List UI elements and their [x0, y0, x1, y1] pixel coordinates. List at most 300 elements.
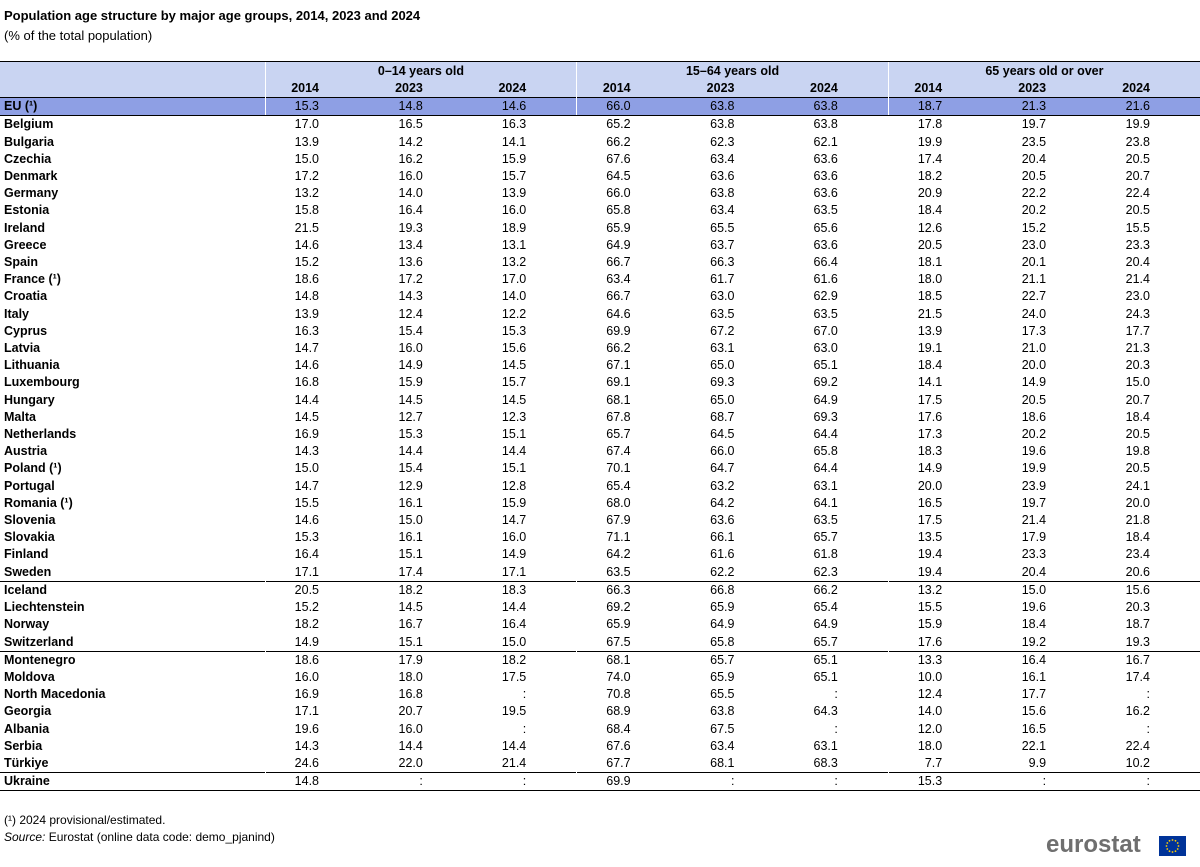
value-cell: 20.5: [1125, 427, 1150, 442]
row-label: Germany: [4, 186, 59, 201]
value-cell: 10.2: [1125, 755, 1150, 770]
value-cell: 16.2: [398, 151, 423, 166]
population-table: [0, 61, 1200, 791]
table-row: [0, 116, 1200, 134]
value-cell: 18.7: [1125, 617, 1150, 632]
value-cell: 17.0: [501, 272, 527, 287]
flag-star: [1166, 848, 1168, 850]
value-cell: 23.8: [1125, 134, 1150, 149]
row-label: France (¹): [4, 272, 61, 287]
value-cell: 69.3: [710, 375, 735, 390]
value-cell: 21.5: [888, 306, 992, 323]
value-cell: 65.4: [577, 478, 681, 495]
value-cell: 66.0: [577, 185, 681, 202]
value-cell: 16.4: [501, 617, 527, 632]
value-cell: 20.4: [1021, 564, 1047, 579]
table-row: [0, 581, 1200, 599]
value-cell: 21.4: [1021, 513, 1047, 528]
value-cell: 61.6: [710, 547, 735, 562]
value-cell: 64.1: [813, 495, 838, 510]
value-cell: 68.4: [577, 721, 681, 738]
value-cell: 15.2: [265, 599, 369, 616]
value-cell: 15.0: [265, 151, 369, 168]
value-cell: 16.0: [265, 669, 369, 686]
row-label: North Macedonia: [4, 687, 106, 702]
header-year: 2014: [265, 80, 369, 98]
value-cell: 17.4: [398, 564, 423, 579]
value-cell: 64.9: [577, 237, 681, 254]
value-cell: 68.3: [813, 755, 838, 770]
value-cell: 19.9: [1125, 117, 1150, 132]
header-year: 2014: [577, 80, 681, 98]
row-label: Romania (¹): [4, 495, 73, 510]
value-cell: 15.9: [501, 151, 527, 166]
value-cell: 64.5: [577, 168, 681, 185]
table-row: [0, 254, 1200, 271]
value-cell: 20.7: [398, 704, 423, 719]
value-cell: 63.6: [813, 151, 838, 166]
row-label: Liechtenstein: [4, 600, 85, 615]
value-cell: 18.4: [888, 357, 992, 374]
footnote: (¹) 2024 provisional/estimated.: [4, 813, 166, 827]
value-cell: 14.4: [398, 738, 423, 753]
value-cell: 17.3: [1021, 323, 1047, 338]
value-cell: 63.5: [577, 564, 681, 582]
value-cell: 18.6: [265, 651, 369, 669]
value-cell: 13.2: [888, 581, 992, 599]
value-cell: 65.9: [577, 616, 681, 633]
table-row: [0, 546, 1200, 563]
value-cell: 63.5: [710, 306, 735, 321]
value-cell: 65.8: [813, 444, 838, 459]
table-row: [0, 686, 1200, 703]
value-cell: 19.7: [1021, 117, 1047, 132]
value-cell: 14.7: [265, 340, 369, 357]
value-cell: 18.2: [473, 651, 577, 669]
flag-star: [1175, 850, 1177, 852]
header-year: 2024: [473, 80, 577, 98]
value-cell: 19.1: [888, 340, 992, 357]
value-cell: 12.9: [398, 478, 423, 493]
value-cell: 14.7: [501, 513, 527, 528]
value-cell: 14.3: [398, 289, 423, 304]
value-cell: :: [784, 773, 888, 791]
value-cell: 65.9: [710, 600, 735, 615]
value-cell: 69.3: [813, 409, 838, 424]
flag-star: [1172, 839, 1174, 841]
value-cell: 62.3: [710, 134, 735, 149]
row-label: Finland: [4, 547, 49, 562]
header-year-row: [0, 80, 1200, 98]
value-cell: 14.1: [501, 134, 527, 149]
value-cell: 21.8: [1125, 513, 1150, 528]
value-cell: 16.3: [265, 323, 369, 340]
value-cell: 15.2: [1021, 220, 1047, 235]
value-cell: 15.0: [501, 634, 527, 649]
table-row: [0, 443, 1200, 460]
value-cell: 65.7: [577, 426, 681, 443]
value-cell: 15.3: [888, 773, 992, 791]
table-row: [0, 478, 1200, 495]
value-cell: 62.1: [813, 134, 838, 149]
value-cell: 64.4: [813, 461, 838, 476]
value-cell: 17.7: [1125, 323, 1150, 338]
value-cell: 63.5: [813, 203, 838, 218]
value-cell: 17.7: [1021, 687, 1047, 702]
value-cell: 62.2: [710, 564, 735, 579]
value-cell: 66.2: [577, 134, 681, 151]
value-cell: 17.6: [888, 409, 992, 426]
value-cell: 64.5: [710, 427, 735, 442]
value-cell: 23.0: [1125, 289, 1150, 304]
value-cell: 16.1: [398, 530, 423, 545]
value-cell: 14.5: [265, 409, 369, 426]
value-cell: 14.8: [369, 98, 473, 116]
value-cell: 63.2: [710, 478, 735, 493]
value-cell: 64.9: [813, 392, 838, 407]
flag-star: [1175, 840, 1177, 842]
value-cell: 13.5: [888, 529, 992, 546]
value-cell: 10.0: [888, 669, 992, 686]
value-cell: 63.6: [813, 186, 838, 201]
table-row: [0, 357, 1200, 374]
value-cell: 15.3: [265, 98, 369, 116]
row-label: Netherlands: [4, 427, 77, 442]
value-cell: 14.0: [888, 703, 992, 720]
table-row: [0, 237, 1200, 254]
value-cell: 19.4: [888, 546, 992, 563]
value-cell: 16.7: [398, 617, 423, 632]
flag-star: [1166, 842, 1168, 844]
value-cell: 65.0: [710, 358, 735, 373]
value-cell: 18.4: [1125, 530, 1150, 545]
value-cell: 9.9: [1028, 755, 1047, 770]
value-cell: 18.1: [888, 254, 992, 271]
value-cell: 65.8: [710, 634, 735, 649]
flag-star: [1177, 848, 1179, 850]
flag-star: [1169, 850, 1171, 852]
value-cell: 17.6: [888, 634, 992, 652]
value-cell: 14.0: [501, 289, 527, 304]
row-label: Serbia: [4, 738, 43, 753]
value-cell: 12.6: [888, 220, 992, 237]
value-cell: 14.4: [501, 600, 527, 615]
value-cell: 15.3: [501, 323, 527, 338]
table-row: [0, 306, 1200, 323]
value-cell: 15.9: [888, 616, 992, 633]
value-cell: 17.2: [265, 168, 369, 185]
table-row: [0, 512, 1200, 529]
value-cell: 15.9: [398, 375, 423, 390]
value-cell: 16.0: [398, 721, 423, 736]
table-row: [0, 134, 1200, 151]
table-row: [0, 288, 1200, 305]
header-corner: [0, 62, 265, 81]
header-corner: [0, 80, 265, 98]
table-row: [0, 616, 1200, 633]
value-cell: 61.8: [813, 547, 838, 562]
value-cell: 63.1: [813, 738, 838, 753]
value-cell: 63.6: [813, 169, 838, 184]
value-cell: 24.1: [1125, 478, 1150, 493]
value-cell: 16.0: [398, 169, 423, 184]
value-cell: 14.4: [398, 444, 423, 459]
table-row: [0, 409, 1200, 426]
value-cell: 7.7: [888, 755, 992, 773]
value-cell: 67.5: [577, 634, 681, 652]
value-cell: 17.8: [888, 116, 992, 134]
row-label: Türkiye: [4, 755, 49, 770]
value-cell: 67.2: [710, 323, 735, 338]
value-cell: 17.9: [369, 651, 473, 669]
value-cell: 16.0: [501, 203, 527, 218]
row-label: Switzerland: [4, 634, 74, 649]
value-cell: 62.3: [813, 564, 838, 579]
table-row: [0, 323, 1200, 340]
value-cell: 23.4: [1125, 547, 1150, 562]
value-cell: 64.3: [813, 704, 838, 719]
value-cell: 63.6: [813, 237, 838, 252]
table-row: [0, 392, 1200, 409]
value-cell: :: [681, 773, 785, 791]
value-cell: 64.7: [710, 461, 735, 476]
value-cell: 22.0: [398, 755, 423, 770]
value-cell: 14.4: [265, 392, 369, 409]
value-cell: 20.7: [1125, 392, 1150, 407]
value-cell: 12.2: [501, 306, 527, 321]
value-cell: 63.8: [681, 98, 785, 116]
value-cell: 15.0: [398, 513, 423, 528]
value-cell: 14.5: [398, 392, 423, 407]
value-cell: :: [522, 721, 527, 736]
value-cell: 14.6: [265, 357, 369, 374]
value-cell: 65.1: [813, 669, 838, 684]
value-cell: 19.6: [265, 721, 369, 738]
value-cell: 12.4: [398, 306, 423, 321]
value-cell: 14.0: [398, 186, 423, 201]
value-cell: 67.8: [577, 409, 681, 426]
value-cell: 68.9: [577, 703, 681, 720]
value-cell: 62.9: [813, 289, 838, 304]
value-cell: 15.1: [501, 461, 527, 476]
row-label: Spain: [4, 255, 39, 270]
value-cell: 14.3: [265, 443, 369, 460]
value-cell: 14.8: [265, 773, 369, 791]
value-cell: 17.4: [1125, 669, 1150, 684]
value-cell: 68.7: [710, 409, 735, 424]
table-row: [0, 651, 1200, 669]
value-cell: 18.5: [888, 288, 992, 305]
flag-star: [1178, 845, 1180, 847]
value-cell: 66.2: [784, 581, 888, 599]
value-cell: 23.3: [1021, 547, 1047, 562]
value-cell: 68.1: [710, 755, 735, 770]
value-cell: 15.8: [265, 202, 369, 219]
value-cell: 64.2: [710, 495, 735, 510]
value-cell: 15.2: [265, 254, 369, 271]
value-cell: 63.4: [577, 271, 681, 288]
table-row: [0, 495, 1200, 512]
value-cell: 64.9: [813, 617, 838, 632]
value-cell: 18.2: [265, 616, 369, 633]
row-label: Austria: [4, 444, 48, 459]
value-cell: 14.9: [1021, 375, 1047, 390]
header-group-15-64: 15–64 years old: [577, 62, 889, 81]
value-cell: 68.0: [577, 495, 681, 512]
value-cell: 20.2: [1021, 427, 1047, 442]
value-cell: 20.6: [1125, 564, 1150, 579]
table-body: [0, 98, 1200, 791]
value-cell: 14.1: [888, 374, 992, 391]
value-cell: 14.9: [265, 634, 369, 652]
value-cell: 21.4: [501, 755, 527, 770]
value-cell: 21.1: [1021, 272, 1047, 287]
value-cell: 65.7: [813, 634, 838, 649]
value-cell: 63.4: [710, 738, 735, 753]
value-cell: 18.0: [888, 738, 992, 755]
table-row: [0, 202, 1200, 219]
row-label: Ireland: [4, 220, 45, 235]
table-row: [0, 669, 1200, 686]
value-cell: 20.0: [1021, 358, 1047, 373]
value-cell: 23.9: [1021, 478, 1047, 493]
value-cell: 14.9: [888, 460, 992, 477]
value-cell: 64.6: [577, 306, 681, 323]
value-cell: 14.5: [501, 358, 527, 373]
table-row: [0, 460, 1200, 477]
value-cell: 17.5: [501, 669, 527, 684]
value-cell: 13.1: [501, 237, 527, 252]
value-cell: 65.4: [813, 600, 838, 615]
value-cell: 63.4: [710, 151, 735, 166]
row-label: Montenegro: [0, 651, 265, 669]
value-cell: 20.7: [1125, 169, 1150, 184]
value-cell: 15.5: [888, 599, 992, 616]
row-label: Norway: [4, 617, 50, 632]
row-label: Albania: [4, 721, 50, 736]
flag-star: [1166, 845, 1168, 847]
value-cell: 15.0: [265, 460, 369, 477]
value-cell: 15.9: [501, 495, 527, 510]
value-cell: :: [369, 773, 473, 791]
table-row: [0, 151, 1200, 168]
value-cell: 22.1: [1021, 738, 1047, 753]
value-cell: 18.7: [888, 98, 992, 116]
value-cell: 17.3: [888, 426, 992, 443]
value-cell: 61.7: [710, 272, 735, 287]
value-cell: 18.3: [473, 581, 577, 599]
value-cell: :: [473, 773, 577, 791]
value-cell: 24.0: [1021, 306, 1047, 321]
value-cell: 65.5: [710, 687, 735, 702]
header-group-65-plus: 65 years old or over: [888, 62, 1200, 81]
value-cell: 19.4: [888, 564, 992, 582]
table-row: [0, 738, 1200, 755]
table-row: [0, 168, 1200, 185]
value-cell: 19.9: [888, 134, 992, 151]
value-cell: 63.8: [710, 117, 735, 132]
value-cell: 67.6: [577, 151, 681, 168]
value-cell: 69.9: [577, 323, 681, 340]
value-cell: 65.1: [784, 651, 888, 669]
table-row: [0, 773, 1200, 791]
value-cell: 16.1: [398, 495, 423, 510]
value-cell: 16.5: [888, 495, 992, 512]
value-cell: 15.1: [398, 634, 423, 649]
value-cell: 16.4: [992, 651, 1096, 669]
value-cell: 16.8: [398, 687, 423, 702]
value-cell: 66.0: [710, 444, 735, 459]
value-cell: 23.5: [1021, 134, 1047, 149]
value-cell: 13.9: [501, 186, 527, 201]
flag-star: [1169, 840, 1171, 842]
table-title: Population age structure by major age groups, 2014, 2023 and 2024: [4, 8, 421, 23]
value-cell: 64.2: [577, 546, 681, 563]
value-cell: 18.4: [888, 202, 992, 219]
row-label: Georgia: [4, 704, 52, 719]
value-cell: 68.1: [577, 392, 681, 409]
table-subtitle: (% of the total population): [4, 28, 153, 43]
value-cell: 65.5: [710, 220, 735, 235]
value-cell: 19.6: [1021, 600, 1047, 615]
value-cell: 20.0: [1125, 495, 1150, 510]
value-cell: 15.6: [1021, 704, 1047, 719]
source-note: [4, 830, 275, 844]
value-cell: 15.6: [1096, 581, 1200, 599]
row-label: Estonia: [4, 203, 50, 218]
value-cell: 14.7: [265, 478, 369, 495]
value-cell: 63.1: [710, 341, 735, 356]
flag-star: [1177, 842, 1179, 844]
table-row: [0, 220, 1200, 237]
value-cell: 17.5: [888, 512, 992, 529]
value-cell: 63.4: [710, 203, 735, 218]
value-cell: 20.5: [1125, 203, 1150, 218]
value-cell: 21.3: [1125, 341, 1150, 356]
value-cell: 17.0: [265, 116, 369, 134]
value-cell: 65.0: [710, 392, 735, 407]
value-cell: 63.0: [710, 289, 735, 304]
value-cell: 16.5: [1021, 721, 1047, 736]
value-cell: 15.7: [501, 169, 527, 184]
value-cell: 66.3: [577, 581, 681, 599]
value-cell: 16.8: [265, 374, 369, 391]
value-cell: 65.1: [813, 358, 838, 373]
value-cell: 63.5: [813, 306, 838, 321]
value-cell: 66.3: [710, 255, 735, 270]
row-label: Croatia: [4, 289, 48, 304]
value-cell: :: [1096, 773, 1200, 791]
value-cell: 16.5: [398, 117, 423, 132]
value-cell: 21.6: [1096, 98, 1200, 116]
value-cell: 16.9: [265, 426, 369, 443]
table-row: [0, 529, 1200, 546]
row-label: Bulgaria: [4, 134, 55, 149]
logo-text: eurostat: [1046, 831, 1141, 858]
value-cell: 22.7: [1021, 289, 1047, 304]
value-cell: 69.2: [577, 599, 681, 616]
value-cell: 18.6: [265, 271, 369, 288]
value-cell: 17.4: [888, 151, 992, 168]
value-cell: 13.9: [265, 306, 369, 323]
value-cell: 12.7: [398, 409, 423, 424]
value-cell: 15.6: [501, 341, 527, 356]
eu-flag-icon: [1159, 836, 1186, 856]
value-cell: 22.4: [1125, 186, 1150, 201]
value-cell: 20.5: [1021, 169, 1047, 184]
value-cell: 20.5: [1125, 151, 1150, 166]
value-cell: 18.3: [888, 443, 992, 460]
